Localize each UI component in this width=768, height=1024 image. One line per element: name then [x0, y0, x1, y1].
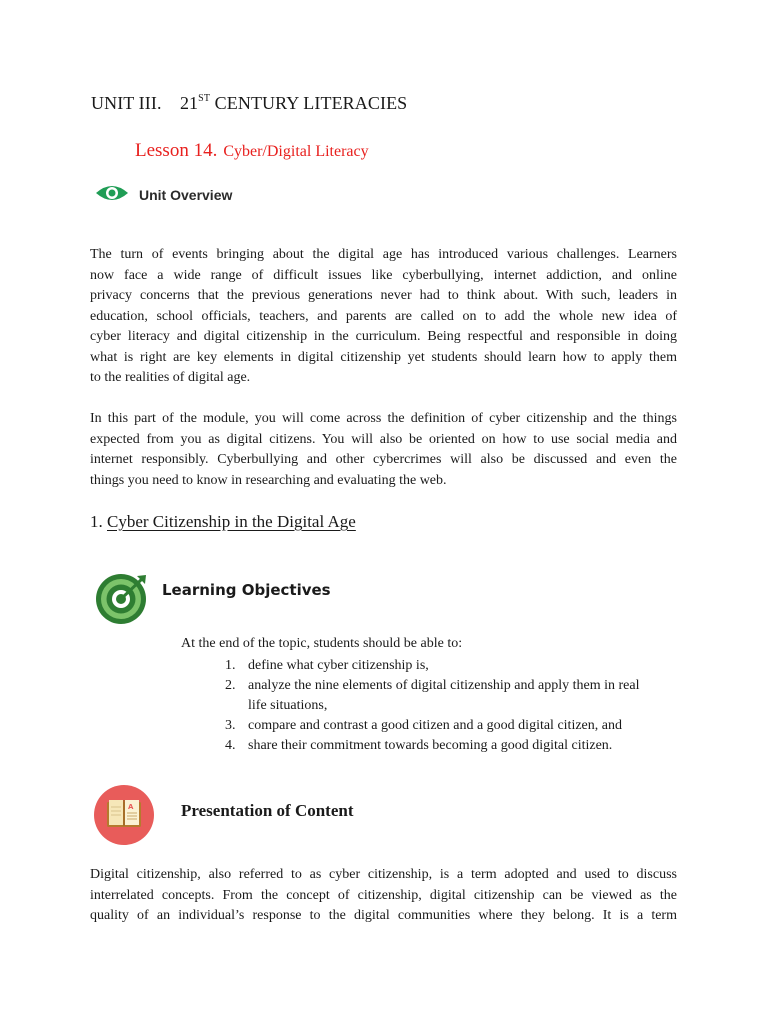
- lesson-title: [135, 140, 369, 162]
- list-text: analyze the nine elements of digital citizenship and apply them in real: [248, 678, 640, 693]
- book-icon: [92, 785, 156, 850]
- list-item: [218, 676, 688, 716]
- presentation-paragraph: [90, 865, 677, 927]
- text-line: cyber literacy and digital citizenship in the curriculum. Being respectful and responsible in doing: [90, 329, 677, 344]
- text-line: interrelated concepts. From the concept of citizenship, digital citizenship can be viewed as the: [90, 887, 677, 903]
- list-text: share their commitment towards becoming a good digital citizen.: [248, 738, 613, 753]
- section-heading: [90, 512, 356, 532]
- list-number: 4.: [225, 738, 236, 753]
- eye-icon: [95, 183, 129, 208]
- lesson-label: Lesson 14.: [135, 140, 218, 161]
- unit-name: CENTURY LITERACIES: [214, 93, 408, 113]
- text-line: what is right are key elements in digital citizenship yet students should learn how to apply them: [90, 349, 677, 365]
- intro-paragraph-1: [90, 245, 677, 389]
- text-line: to the realities of digital age.: [90, 370, 251, 385]
- list-number: 1.: [225, 658, 236, 673]
- list-item: [218, 736, 688, 756]
- objectives-intro: At the end of the topic, students should be able to:: [181, 636, 463, 651]
- unit-superscript: ST: [198, 93, 211, 104]
- text-line: In this part of the module, you will come across the definition of cyber citizenship and the things: [90, 411, 677, 426]
- objectives-list: [218, 656, 688, 756]
- list-text: life situations,: [248, 698, 328, 713]
- unit-overview-heading: [95, 183, 232, 207]
- unit-number: 21: [179, 93, 199, 113]
- list-item: [218, 716, 688, 736]
- list-number: 2.: [225, 678, 236, 693]
- unit-title: [91, 93, 407, 114]
- target-icon: [95, 573, 149, 630]
- unit-overview-label: Unit Overview: [139, 187, 233, 203]
- text-line: Digital citizenship, also referred to as cyber citizenship, is a term adopted and used to discuss: [90, 867, 677, 882]
- learning-objectives-title: Learning Objectives: [162, 581, 331, 599]
- text-line: education, school officials, teachers, and parents are called on to add the whole new idea of: [90, 308, 677, 324]
- unit-prefix: UNIT III.: [91, 93, 162, 113]
- presentation-title: Presentation of Content: [181, 801, 354, 820]
- list-number: 3.: [225, 718, 236, 733]
- text-line: expected from you as digital citizens. You will also be oriented on how to use social media and: [90, 431, 677, 447]
- text-line: things you need to know in researching and evaluating the web.: [90, 472, 447, 488]
- text-line: privacy concerns that the previous generations never had to think about. With such, leaders in: [90, 288, 677, 303]
- text-line: now face a wide range of difficult issues like cyberbullying, internet addiction, and online: [90, 267, 677, 283]
- list-text: compare and contrast a good citizen and a good digital citizen, and: [248, 718, 622, 733]
- list-item: [218, 656, 688, 676]
- section-number: 1.: [90, 512, 103, 531]
- section-title: Cyber Citizenship in the Digital Age: [107, 512, 356, 531]
- text-line: internet responsibly. Cyberbullying and other cybercrimes will also be discussed and even the: [90, 452, 677, 467]
- intro-paragraph-2: [90, 409, 677, 491]
- lesson-name: Cyber/Digital Literacy: [223, 143, 369, 160]
- text-line: The turn of events bringing about the digital age has introduced various challenges. Learners: [90, 247, 677, 262]
- svg-text:A: A: [128, 803, 134, 811]
- text-line: quality of an individual’s response to the digital communities where they belong. It is a term: [90, 908, 677, 923]
- list-text: define what cyber citizenship is,: [248, 658, 429, 673]
